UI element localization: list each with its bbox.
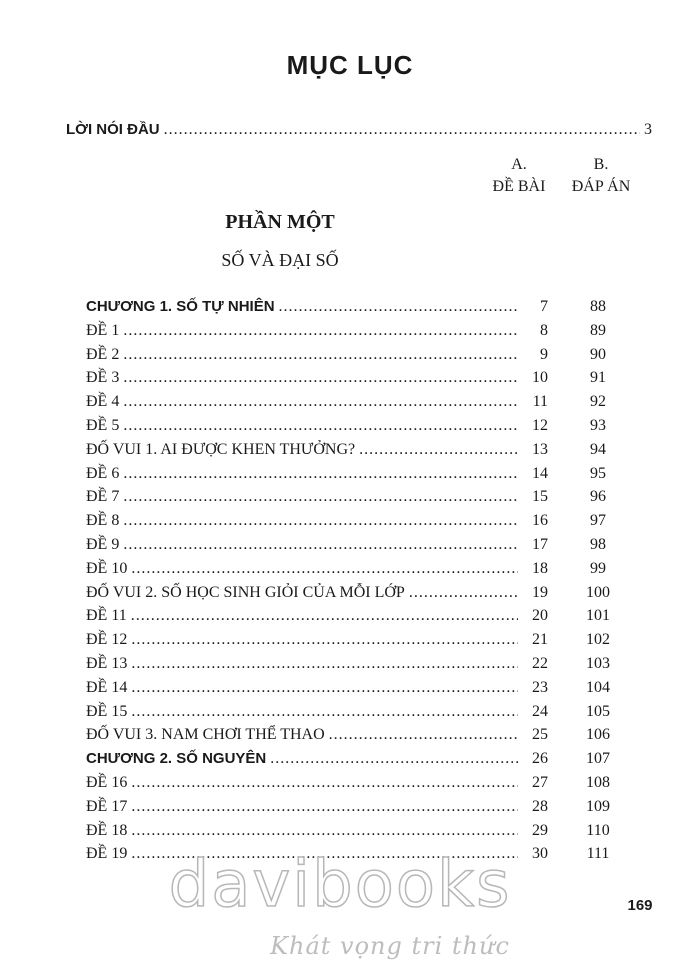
page-title: MỤC LỤC: [286, 50, 414, 80]
entry-name: ĐỀ 2: [86, 345, 120, 363]
dot-leader: [131, 655, 518, 673]
preface-label: LỜI NÓI ĐẦU: [66, 121, 160, 138]
entry-page-b: 91: [590, 369, 606, 387]
toc-entry: [86, 822, 646, 846]
entry-page-b: 101: [586, 607, 610, 625]
dot-leader: [164, 121, 640, 139]
entry-page-a: 26: [532, 750, 548, 768]
dot-leader: [123, 393, 518, 411]
watermark-brand: davibooks: [168, 848, 512, 922]
toc-entry: [86, 298, 646, 322]
entry-page-a: 21: [532, 631, 548, 649]
entry-page-b: 89: [590, 321, 606, 339]
entry-page-b: 100: [586, 583, 610, 601]
entry-page-b: 111: [586, 845, 610, 863]
toc-entry: [86, 346, 646, 370]
dot-leader: [123, 488, 518, 506]
entry-name: ĐỀ 7: [86, 488, 120, 506]
entry-name: ĐỀ 11: [86, 607, 127, 625]
entry-page-b: 90: [590, 345, 606, 363]
entry-name: ĐỀ 17: [86, 797, 128, 815]
toc-entry: [86, 726, 646, 750]
watermark-tagline: Khát vọng tri thức: [270, 932, 510, 960]
entry-name: ĐỀ 15: [86, 702, 128, 720]
dot-leader: [409, 584, 518, 602]
entry-page-a: 7: [540, 298, 548, 315]
dot-leader: [359, 441, 518, 459]
entry-page-a: 12: [532, 416, 548, 434]
entry-page-a: 30: [532, 845, 548, 863]
entry-page-b: 88: [590, 298, 606, 315]
entry-page-b: 95: [590, 464, 606, 482]
dot-leader: [123, 346, 518, 364]
part-subtitle: SỐ VÀ ĐẠI SỐ: [221, 250, 339, 270]
dot-leader: [131, 560, 518, 578]
toc-preface-row: [66, 121, 652, 145]
dot-leader: [123, 369, 518, 387]
toc-list: [86, 298, 646, 869]
toc-entry: [86, 560, 646, 584]
toc-entry: [86, 774, 646, 798]
entry-name: ĐỀ 19: [86, 845, 128, 863]
toc-entry: [86, 536, 646, 560]
dot-leader: [131, 631, 518, 649]
entry-name: ĐỀ 9: [86, 535, 120, 553]
column-b-label: ĐÁP ÁN: [571, 178, 631, 195]
entry-page-b: 98: [590, 535, 606, 553]
entry-page-a: 10: [532, 369, 548, 387]
entry-page-b: 108: [586, 773, 610, 791]
entry-page-b: 103: [586, 654, 610, 672]
dot-leader: [123, 465, 518, 483]
entry-page-a: 11: [532, 393, 548, 411]
toc-entry: [86, 512, 646, 536]
entry-name: ĐỀ 18: [86, 821, 128, 839]
entry-page-a: 23: [532, 678, 548, 696]
entry-name: ĐỀ 16: [86, 773, 128, 791]
entry-page-a: 27: [532, 773, 548, 791]
dot-leader: [123, 512, 518, 530]
dot-leader: [279, 298, 518, 316]
entry-page-a: 24: [532, 702, 548, 720]
toc-entry: [86, 441, 646, 465]
entry-page-a: 16: [532, 512, 548, 530]
entry-page-a: 20: [532, 607, 548, 625]
dot-leader: [123, 322, 518, 340]
entry-name: ĐỀ 13: [86, 654, 128, 672]
column-b-letter: B.: [593, 156, 609, 173]
dot-leader: [131, 607, 518, 625]
entry-name: ĐỐ VUI 1. AI ĐƯỢC KHEN THƯỞNG?: [86, 440, 356, 458]
toc-entry: [86, 322, 646, 346]
entry-name: CHƯƠNG 2. SỐ NGUYÊN: [86, 750, 267, 768]
dot-leader: [131, 798, 518, 816]
entry-page-b: 94: [590, 440, 606, 458]
dot-leader: [329, 726, 518, 744]
entry-page-a: 17: [532, 535, 548, 553]
dot-leader: [131, 679, 518, 697]
toc-entry: [86, 631, 646, 655]
entry-name: ĐỐ VUI 2. SỐ HỌC SINH GIỎI CỦA MỖI LỚP: [86, 583, 405, 601]
entry-page-b: 102: [586, 631, 610, 649]
entry-page-b: 93: [590, 416, 606, 434]
entry-page-a: 15: [532, 488, 548, 506]
entry-page-a: 19: [532, 583, 548, 601]
toc-entry: [86, 488, 646, 512]
entry-name: ĐỀ 14: [86, 678, 128, 696]
preface-page: 3: [644, 121, 652, 138]
entry-page-a: 25: [532, 726, 548, 744]
entry-page-b: 105: [586, 702, 610, 720]
entry-page-b: 107: [586, 750, 610, 768]
toc-entry: [86, 417, 646, 441]
toc-entry: [86, 584, 646, 608]
dot-leader: [131, 774, 518, 792]
dot-leader: [270, 750, 518, 768]
dot-leader: [123, 417, 518, 435]
entry-name: ĐỀ 8: [86, 512, 120, 530]
column-a-label: ĐỀ BÀI: [492, 178, 546, 195]
dot-leader: [131, 703, 518, 721]
entry-name: ĐỀ 5: [86, 416, 120, 434]
entry-page-b: 99: [590, 559, 606, 577]
entry-page-a: 13: [532, 440, 548, 458]
dot-leader: [123, 536, 518, 554]
toc-entry: [86, 655, 646, 679]
toc-entry: [86, 798, 646, 822]
entry-page-a: 29: [532, 821, 548, 839]
entry-page-a: 18: [532, 559, 548, 577]
dot-leader: [131, 822, 518, 840]
entry-page-b: 97: [590, 512, 606, 530]
column-header-b: [556, 154, 646, 198]
entry-name: ĐỀ 3: [86, 369, 120, 387]
entry-page-a: 28: [532, 797, 548, 815]
entry-page-a: 9: [540, 345, 548, 363]
toc-entry: [86, 703, 646, 727]
entry-page-a: 8: [540, 321, 548, 339]
toc-entry: [86, 369, 646, 393]
entry-name: ĐỀ 6: [86, 464, 120, 482]
entry-page-b: 106: [586, 726, 610, 744]
toc-entry: [86, 607, 646, 631]
entry-name: ĐỀ 12: [86, 631, 128, 649]
column-header-a: [474, 154, 564, 198]
entry-page-b: 109: [586, 797, 610, 815]
entry-page-b: 96: [590, 488, 606, 506]
entry-page-a: 22: [532, 654, 548, 672]
entry-name: ĐỀ 1: [86, 321, 120, 339]
page-number: 169: [627, 897, 653, 914]
toc-entry: [86, 750, 646, 774]
toc-entry: [86, 465, 646, 489]
entry-name: ĐỀ 4: [86, 393, 120, 411]
toc-entry: [86, 393, 646, 417]
entry-name: ĐỐ VUI 3. NAM CHƠI THỂ THAO: [86, 726, 325, 744]
entry-name: CHƯƠNG 1. SỐ TỰ NHIÊN: [86, 298, 275, 315]
toc-entry: [86, 679, 646, 703]
entry-page-b: 104: [586, 678, 610, 696]
entry-page-b: 92: [590, 393, 606, 411]
part-title: PHẦN MỘT: [225, 211, 335, 233]
entry-page-b: 110: [586, 821, 610, 839]
entry-name: ĐỀ 10: [86, 559, 128, 577]
column-a-letter: A.: [511, 156, 527, 173]
entry-page-a: 14: [532, 464, 548, 482]
